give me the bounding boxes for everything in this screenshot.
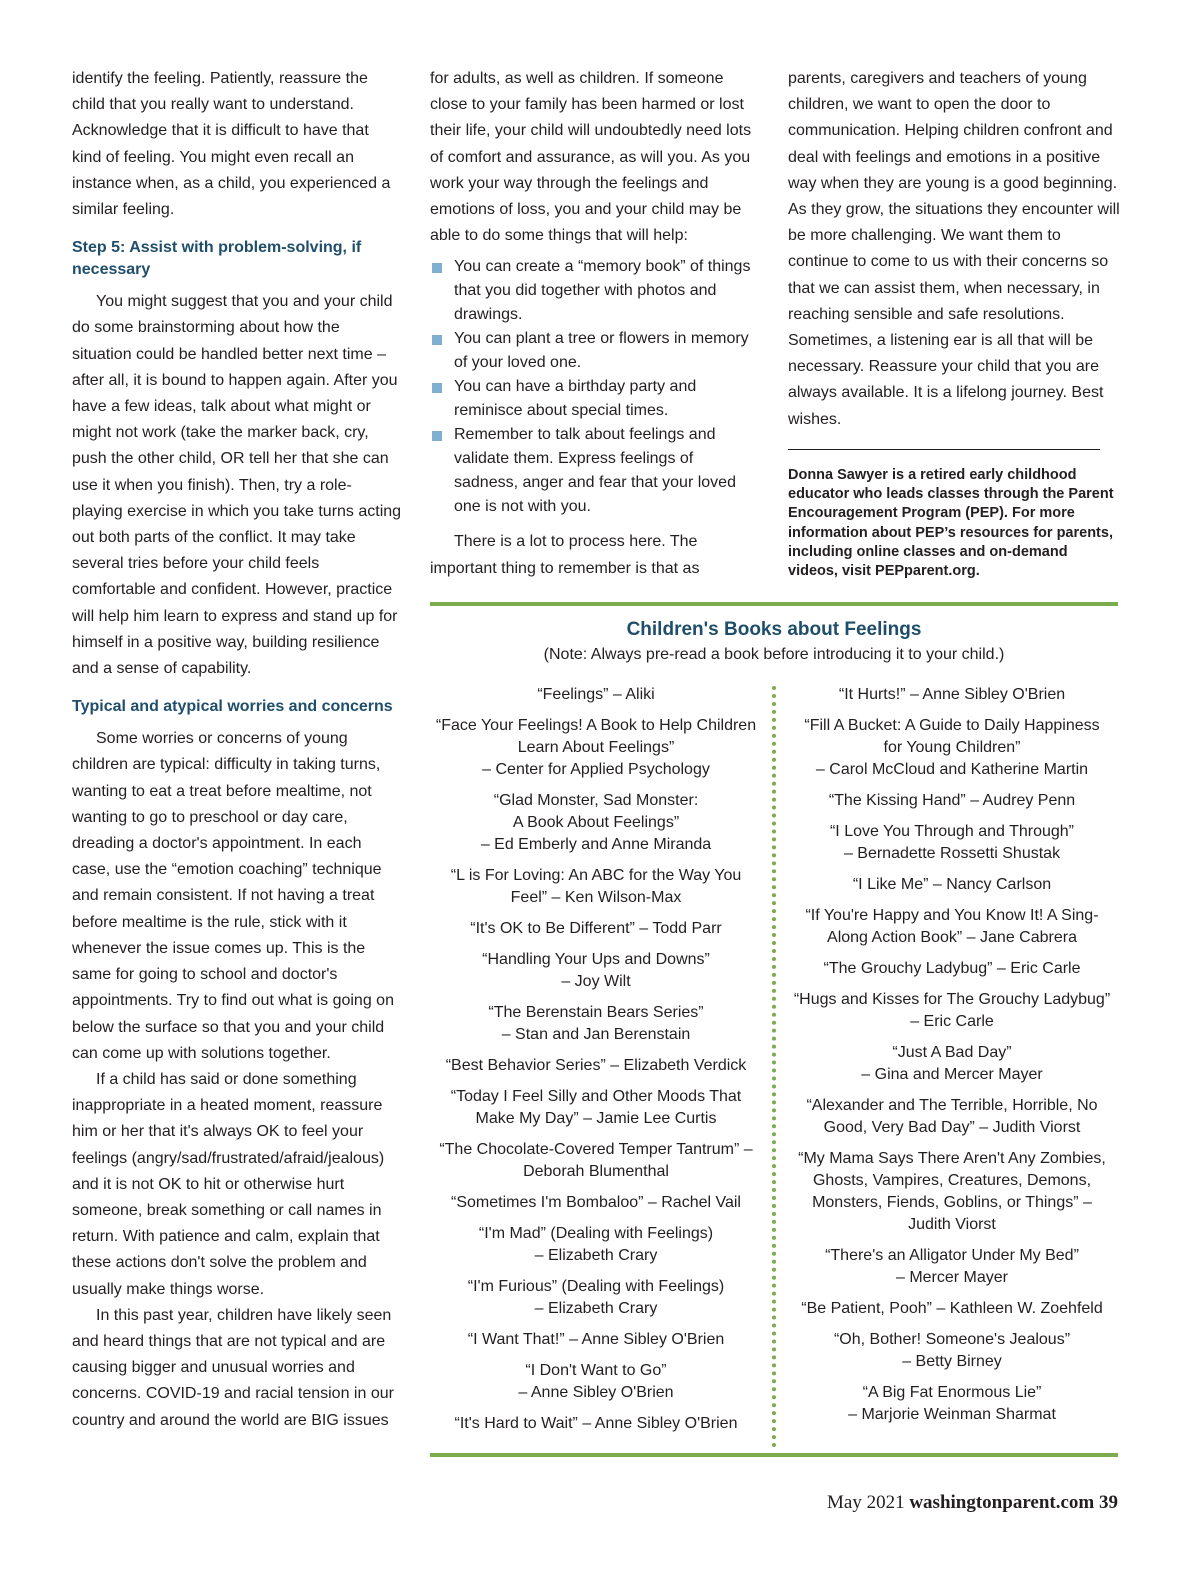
book-entry <box>784 821 1120 865</box>
book-entry <box>784 958 1120 980</box>
book-entry <box>784 684 1120 706</box>
book-entry-line: “It Hurts!” – Anne Sibley O'Brien <box>838 686 1066 703</box>
footer-site: washingtonparent.com <box>909 1492 1095 1513</box>
book-entry-line: – Anne Sibley O'Brien <box>518 1384 674 1401</box>
book-entry <box>784 874 1120 896</box>
book-entry-line: “I Don't Want to Go” <box>525 1362 667 1379</box>
book-entry-line: – Stan and Jan Berenstain <box>501 1026 691 1043</box>
book-entry-line: “Handling Your Ups and Downs” <box>482 951 710 968</box>
square-bullet-icon <box>432 335 442 345</box>
book-entry <box>784 1382 1120 1426</box>
book-entry-line: “Today I Feel Silly and Other Moods That <box>450 1088 742 1105</box>
book-entry-line: “If You're Happy and You Know It! A Sing- <box>805 907 1099 924</box>
book-entry-line: Along Action Book” – Jane Cabrera <box>827 929 1077 946</box>
book-entry-line: “I Like Me” – Nancy Carlson <box>852 876 1052 893</box>
book-entry-line: Ghosts, Vampires, Creatures, Demons, <box>812 1172 1092 1189</box>
books-bottom-rule <box>430 1453 1118 1457</box>
article-column-3 <box>788 66 1120 582</box>
square-bullet-icon <box>432 431 442 441</box>
book-entry-line: – Elizabeth Crary <box>534 1247 658 1264</box>
book-entry <box>784 905 1120 949</box>
section-heading-step5: Step 5: Assist with problem-solving, if necessary <box>72 239 362 279</box>
book-entry-line: – Bernadette Rossetti Shustak <box>843 845 1061 862</box>
book-entry-line: “Glad Monster, Sad Monster: <box>493 792 699 809</box>
book-entry <box>428 1002 764 1046</box>
paragraph: for adults, as well as children. If someone close to your family has been harmed or lost their life, your child will undoubtedly need lots of comfort and assurance, as will you. As you work your way through the feelings and emotions of loss, you and your child may be able to do some things that will help: <box>430 70 752 245</box>
book-entry-line: – Gina and Mercer Mayer <box>861 1066 1043 1083</box>
list-item: You can create a “memory book” of things that you did together with photos and drawings. <box>430 255 760 327</box>
book-entry-line: Judith Viorst <box>908 1216 996 1233</box>
books-column-divider <box>772 686 776 1448</box>
footer-date: May 2021 <box>827 1492 905 1513</box>
book-entry-line: “Feelings” – Aliki <box>537 686 655 703</box>
book-entry-line: “I'm Mad” (Dealing with Feelings) <box>478 1225 714 1242</box>
book-entry <box>428 1192 764 1214</box>
book-entry <box>428 918 764 940</box>
book-entry-line: “Sometimes I'm Bombaloo” – Rachel Vail <box>451 1194 741 1211</box>
book-entry-line: Monsters, Fiends, Goblins, or Things” – <box>812 1194 1092 1211</box>
book-entry <box>784 989 1120 1033</box>
book-entry-line: “Hugs and Kisses for The Grouchy Ladybug” <box>793 991 1111 1008</box>
book-entry <box>428 949 764 993</box>
paragraph: In this past year, children have likely seen and heard things that are not typical and are causing bigger and unusual worries and concerns. COVID-19 and racial tension in our country and around the world are BIG issues <box>72 1306 394 1429</box>
book-entry-line: “There's an Alligator Under My Bed” <box>825 1247 1079 1264</box>
book-entry <box>784 1245 1120 1289</box>
book-entry <box>784 1148 1120 1236</box>
book-entry-line: – Center for Applied Psychology <box>482 761 710 778</box>
book-entry-line: “Alexander and The Terrible, Horrible, No <box>806 1097 1098 1114</box>
book-entry <box>428 1413 764 1435</box>
list-item: You can plant a tree or flowers in memory of your loved one. <box>430 327 760 375</box>
book-entry-line: “The Kissing Hand” – Audrey Penn <box>828 792 1076 809</box>
books-top-rule <box>430 602 1118 606</box>
book-entry-line: – Elizabeth Crary <box>534 1300 658 1317</box>
book-entry-line: “My Mama Says There Aren't Any Zombies, <box>798 1150 1106 1167</box>
book-entry-line: – Ed Emberly and Anne Miranda <box>480 836 712 853</box>
book-entry-line: – Mercer Mayer <box>895 1269 1009 1286</box>
paragraph: There is a lot to process here. The important thing to remember is that as <box>430 533 700 577</box>
paragraph: Some worries or concerns of young children are typical: difficulty in taking turns, wanting to eat a treat before mealtime, not wanting to go to preschool or day care, dreading a doctor's appointment. In each case, use the “emotion coaching” technique and remain consistent. If not having a treat before mealtime is the rule, stick with it whenever the issue comes up. This is the same for going to school and doctor's appointments. Try to find out what is going on below the surface so that you and your child can come up with solutions together. <box>72 730 394 1062</box>
section-heading-worries: Typical and atypical worries and concerns <box>72 698 393 716</box>
book-entry-line: “The Berenstain Bears Series” <box>488 1004 704 1021</box>
books-list-right <box>784 684 1120 1435</box>
book-entry <box>428 1360 764 1404</box>
paragraph: identify the feeling. Patiently, reassure the child that you really want to understand. Acknowledge that it is difficult to have that kind of feeling. You might even recall an instance when, as a child, you experienced a similar feeling. <box>72 70 391 219</box>
book-entry-line: “The Grouchy Ladybug” – Eric Carle <box>823 960 1081 977</box>
book-entry <box>428 715 764 781</box>
list-item: You can have a birthday party and reminisce about special times. <box>430 375 760 423</box>
book-entry <box>428 1276 764 1320</box>
book-entry-line: – Carol McCloud and Katherine Martin <box>815 761 1089 778</box>
book-entry-line: “Be Patient, Pooh” – Kathleen W. Zoehfeld <box>801 1300 1103 1317</box>
book-entry <box>784 1298 1120 1320</box>
book-entry-line: “Best Behavior Series” – Elizabeth Verdick <box>445 1057 747 1074</box>
book-entry <box>428 1329 764 1351</box>
book-entry-line: “L is For Loving: An ABC for the Way You <box>450 867 742 884</box>
divider <box>788 449 1100 450</box>
book-entry <box>428 1055 764 1077</box>
book-entry-line: – Joy Wilt <box>561 973 631 990</box>
book-entry-line: “It's OK to Be Different” – Todd Parr <box>470 920 722 937</box>
square-bullet-icon <box>432 263 442 273</box>
book-entry <box>784 790 1120 812</box>
book-entry <box>784 1042 1120 1086</box>
book-entry-line: Feel” – Ken Wilson-Max <box>510 889 682 906</box>
paragraph: parents, caregivers and teachers of young children, we want to open the door to communication. Helping children confront and deal with feelings and emotions in a positive way when they are young is a good beginning. As they grow, the situations they encounter will be more challenging. We want them to continue to come to us with their concerns so that we can assist them, when necessary, in reaching sensible and safe resolutions. Sometimes, a listening ear is all that will be necessary. Reassure your child that you are always available. It is a lifelong journey. Best wishes. <box>788 70 1120 428</box>
book-entry-line: – Betty Birney <box>902 1353 1002 1370</box>
book-entry-line: A Book About Feelings” <box>512 814 680 831</box>
paragraph: You might suggest that you and your child do some brainstorming about how the situation could be handled better next time – after all, it is bound to happen again. After you have a few ideas, talk about what might or might not work (take the marker back, cry, push the other child, OR tell her that she can use it when you finish). Then, try a role-playing exercise in which you take turns acting out both parts of the conflict. It may take several tries before your child feels comfortable and confident. However, practice will help him learn to express and stand up for himself in a positive way, building resilience and a sense of capability. <box>72 293 402 678</box>
book-entry-line: “The Chocolate-Covered Temper Tantrum” – <box>439 1141 753 1158</box>
book-entry-line: Make My Day” – Jamie Lee Curtis <box>475 1110 717 1127</box>
book-entry-line: “I'm Furious” (Dealing with Feelings) <box>467 1278 725 1295</box>
book-entry-line: “Face Your Feelings! A Book to Help Children <box>435 717 757 734</box>
books-note: (Note: Always pre-read a book before introducing it to your child.) <box>543 646 1005 663</box>
book-entry-line: “I Want That!” – Anne Sibley O'Brien <box>467 1331 725 1348</box>
book-entry-line: “Fill A Bucket: A Guide to Daily Happiness <box>804 717 1100 734</box>
book-entry-line: “Just A Bad Day” <box>892 1044 1012 1061</box>
page-footer <box>827 1492 1118 1514</box>
book-entry-line: – Eric Carle <box>910 1013 994 1030</box>
book-entry <box>428 790 764 856</box>
list-item: Remember to talk about feelings and validate them. Express feelings of sadness, anger and fear that your loved one is not with you. <box>430 423 760 519</box>
book-entry <box>784 715 1120 781</box>
book-entry-line: for Young Children” <box>883 739 1021 756</box>
bullet-list <box>430 255 760 519</box>
book-entry-line: “I Love You Through and Through” <box>829 823 1075 840</box>
book-entry-line: – Marjorie Weinman Sharmat <box>848 1406 1056 1423</box>
books-title: Children's Books about Feelings <box>626 619 922 640</box>
book-entry <box>428 1223 764 1267</box>
book-entry <box>784 1329 1120 1373</box>
book-entry-line: Learn About Feelings” <box>517 739 675 756</box>
author-bio: Donna Sawyer is a retired early childhood educator who leads classes through the Parent Encouragement Program (PEP). For more information about PEP’s resources for parents, including online classes and on-demand videos, visit PEPparent.org. <box>788 466 1114 580</box>
book-entry-line: Deborah Blumenthal <box>523 1163 669 1180</box>
square-bullet-icon <box>432 383 442 393</box>
book-entry-line: “A Big Fat Enormous Lie” <box>862 1384 1042 1401</box>
book-entry <box>428 865 764 909</box>
article-column-1 <box>72 66 402 1434</box>
article-column-2 <box>430 66 760 582</box>
book-entry-line: Good, Very Bad Day” – Judith Viorst <box>823 1119 1081 1136</box>
book-entry <box>784 1095 1120 1139</box>
books-list-left <box>428 684 764 1444</box>
book-entry-line: “Oh, Bother! Someone's Jealous” <box>833 1331 1071 1348</box>
book-entry <box>428 1086 764 1130</box>
book-entry-line: “It's Hard to Wait” – Anne Sibley O'Brien <box>454 1415 738 1432</box>
book-entry <box>428 1139 764 1183</box>
paragraph: If a child has said or done something inappropriate in a heated moment, reassure him or her that it's always OK to feel your feelings (angry/sad/frustrated/afraid/jealous) and it is not OK to hit or otherwise hurt someone, break something or call names in return. With patience and calm, explain that these actions don't solve the problem and usually make things worse. <box>72 1070 385 1298</box>
page-number: 39 <box>1099 1492 1118 1513</box>
book-entry <box>428 684 764 706</box>
